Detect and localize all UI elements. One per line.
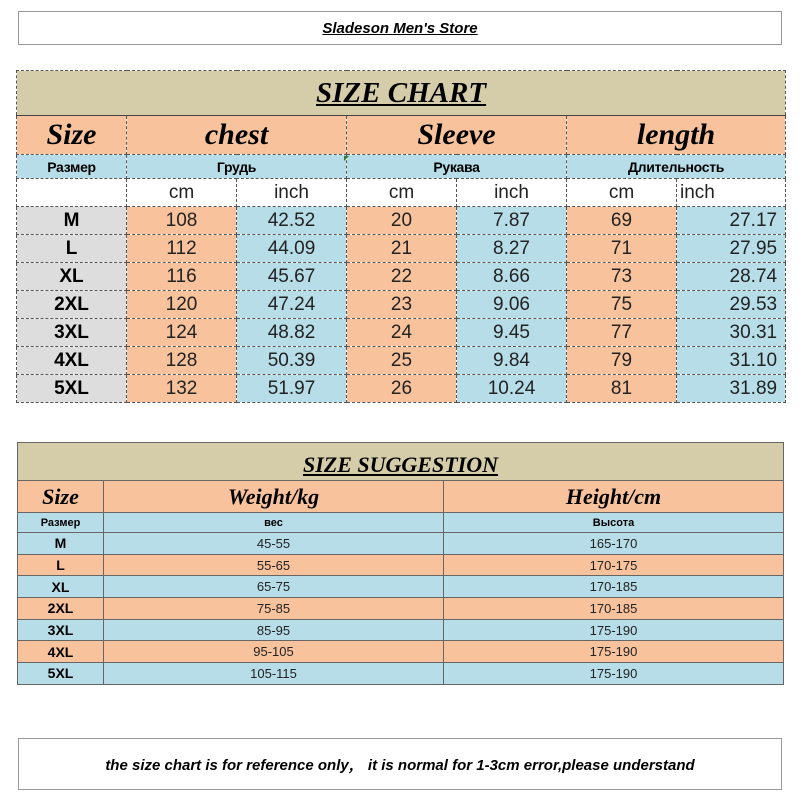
cell-sleeve-cm: 26 (347, 375, 457, 403)
size-chart-table (16, 70, 786, 403)
unit-sleeve-inch: inch (457, 179, 567, 207)
suggestion-header-weight: Weight/kg (104, 481, 444, 513)
header-length-ru: Длительность (567, 155, 786, 179)
suggestion-cell-weight: 85-95 (104, 619, 444, 641)
table-row (18, 619, 784, 641)
unit-sleeve-cm: cm (347, 179, 457, 207)
suggestion-cell-weight: 45-55 (104, 533, 444, 555)
table-row (17, 375, 786, 403)
table-row (18, 641, 784, 663)
cell-length-inch: 27.17 (677, 207, 786, 235)
header-chest: chest (127, 116, 347, 155)
cell-length-inch: 29.53 (677, 291, 786, 319)
store-header-box (18, 11, 782, 45)
table-row (18, 554, 784, 576)
size-suggestion-title: SIZE SUGGESTION (18, 443, 784, 481)
suggestion-cell-height: 175-190 (444, 619, 784, 641)
suggestion-header-size: Size (18, 481, 104, 513)
suggestion-cell-height: 175-190 (444, 663, 784, 685)
suggestion-cell-weight: 55-65 (104, 554, 444, 576)
suggestion-cell-size: 5XL (18, 663, 104, 685)
table-row (17, 291, 786, 319)
store-name: Sladeson Men's Store (322, 19, 478, 37)
suggestion-cell-height: 170-185 (444, 598, 784, 620)
table-row (17, 235, 786, 263)
cell-chest-inch: 45.67 (237, 263, 347, 291)
cell-size: XL (17, 263, 127, 291)
cell-chest-cm: 132 (127, 375, 237, 403)
cell-length-cm: 71 (567, 235, 677, 263)
cell-length-inch: 31.10 (677, 347, 786, 375)
cell-sleeve-cm: 22 (347, 263, 457, 291)
cell-chest-cm: 124 (127, 319, 237, 347)
cell-size: 3XL (17, 319, 127, 347)
cell-chest-cm: 120 (127, 291, 237, 319)
cell-size: L (17, 235, 127, 263)
cell-size: 4XL (17, 347, 127, 375)
cell-sleeve-inch: 8.27 (457, 235, 567, 263)
cell-chest-cm: 108 (127, 207, 237, 235)
header-size: Size (17, 116, 127, 155)
suggestion-cell-weight: 65-75 (104, 576, 444, 598)
cell-length-inch: 28.74 (677, 263, 786, 291)
cell-chest-inch: 42.52 (237, 207, 347, 235)
cell-sleeve-cm: 23 (347, 291, 457, 319)
suggestion-cell-weight: 95-105 (104, 641, 444, 663)
cell-sleeve-cm: 20 (347, 207, 457, 235)
cell-chest-cm: 116 (127, 263, 237, 291)
suggestion-cell-size: L (18, 554, 104, 576)
cell-chest-inch: 47.24 (237, 291, 347, 319)
suggestion-cell-weight: 105-115 (104, 663, 444, 685)
table-row (18, 598, 784, 620)
footer-note-box (18, 738, 782, 790)
cell-length-inch: 31.89 (677, 375, 786, 403)
suggestion-cell-size: M (18, 533, 104, 555)
size-suggestion-table (17, 442, 784, 685)
cell-length-cm: 69 (567, 207, 677, 235)
cell-chest-inch: 48.82 (237, 319, 347, 347)
cell-length-inch: 30.31 (677, 319, 786, 347)
table-row (17, 319, 786, 347)
cell-size: 2XL (17, 291, 127, 319)
cell-sleeve-cm: 21 (347, 235, 457, 263)
suggestion-header-size-ru: Размер (18, 513, 104, 533)
suggestion-header-weight-ru: вес (104, 513, 444, 533)
cell-size: M (17, 207, 127, 235)
cell-sleeve-inch: 9.06 (457, 291, 567, 319)
suggestion-cell-size: 2XL (18, 598, 104, 620)
suggestion-cell-height: 170-185 (444, 576, 784, 598)
unit-chest-inch: inch (237, 179, 347, 207)
cell-length-cm: 81 (567, 375, 677, 403)
header-chest-ru: Грудь (127, 155, 347, 179)
suggestion-cell-size: 4XL (18, 641, 104, 663)
cell-length-inch: 27.95 (677, 235, 786, 263)
cell-sleeve-inch: 8.66 (457, 263, 567, 291)
suggestion-cell-size: 3XL (18, 619, 104, 641)
cell-sleeve-inch: 9.84 (457, 347, 567, 375)
table-row (18, 576, 784, 598)
cell-chest-inch: 50.39 (237, 347, 347, 375)
footer-note: the size chart is for reference only， it is normal for 1-3cm error,please understand (105, 756, 695, 774)
table-row (17, 207, 786, 235)
cell-chest-inch: 44.09 (237, 235, 347, 263)
size-chart-title: SIZE CHART (17, 71, 786, 116)
suggestion-header-height: Height/cm (444, 481, 784, 513)
suggestion-cell-size: XL (18, 576, 104, 598)
header-length: length (567, 116, 786, 155)
cell-sleeve-inch: 10.24 (457, 375, 567, 403)
cell-sleeve-cm: 24 (347, 319, 457, 347)
suggestion-header-height-ru: Высота (444, 513, 784, 533)
suggestion-cell-height: 165-170 (444, 533, 784, 555)
cell-sleeve-inch: 9.45 (457, 319, 567, 347)
header-size-ru: Размер (17, 155, 127, 179)
cell-chest-cm: 128 (127, 347, 237, 375)
unit-length-inch: inch (677, 179, 786, 207)
cell-length-cm: 73 (567, 263, 677, 291)
suggestion-cell-height: 170-175 (444, 554, 784, 576)
unit-blank (17, 179, 127, 207)
table-row (18, 533, 784, 555)
cell-sleeve-cm: 25 (347, 347, 457, 375)
suggestion-cell-weight: 75-85 (104, 598, 444, 620)
header-sleeve-ru: Рукава (347, 155, 567, 179)
table-row (17, 263, 786, 291)
cell-comment-marker (344, 156, 349, 161)
cell-sleeve-inch: 7.87 (457, 207, 567, 235)
cell-chest-inch: 51.97 (237, 375, 347, 403)
cell-chest-cm: 112 (127, 235, 237, 263)
cell-size: 5XL (17, 375, 127, 403)
header-sleeve: Sleeve (347, 116, 567, 155)
unit-length-cm: cm (567, 179, 677, 207)
cell-length-cm: 77 (567, 319, 677, 347)
table-row (18, 663, 784, 685)
table-row (17, 347, 786, 375)
cell-length-cm: 79 (567, 347, 677, 375)
suggestion-cell-height: 175-190 (444, 641, 784, 663)
unit-chest-cm: cm (127, 179, 237, 207)
cell-length-cm: 75 (567, 291, 677, 319)
